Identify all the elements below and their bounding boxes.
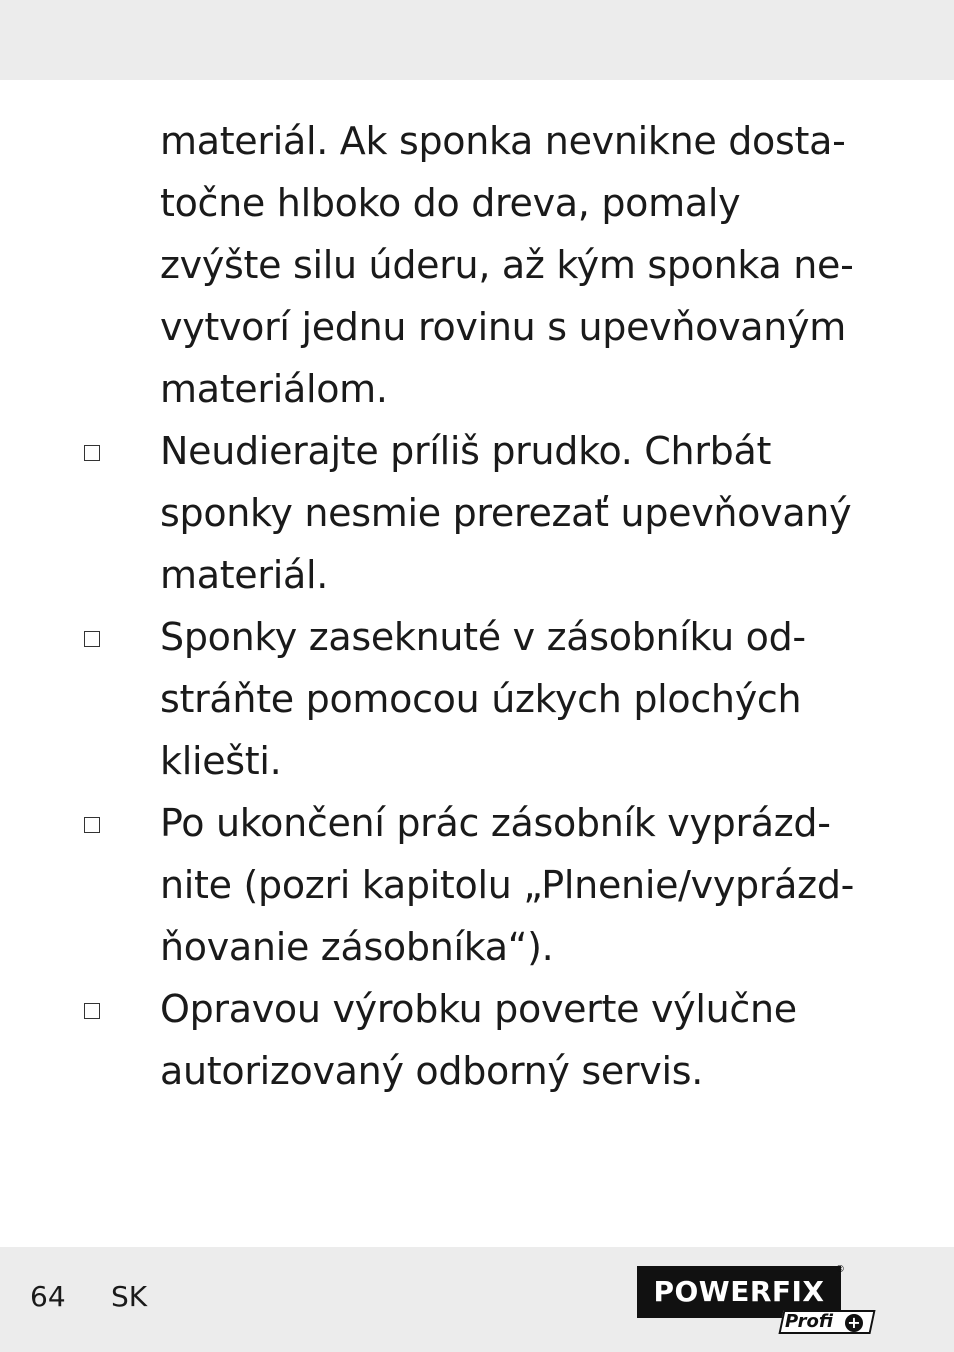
logo-sub: Profi [785,1311,834,1332]
registered-mark: ® [835,1264,845,1275]
text-line: kliešti. [160,739,282,783]
text-line: Sponky zaseknuté v zásobníku od- [160,615,806,659]
page-number: 64 [30,1280,66,1313]
top-band [0,0,954,80]
text-line: zvýšte silu úderu, až kým sponka ne- [160,243,854,287]
text-line: materiál. [160,553,328,597]
text-line: materiálom. [160,367,388,411]
text-line: stráňte pomocou úzkych plochých [160,677,802,721]
plus-circle-icon: + [845,1314,863,1332]
text-line: autorizovaný odborný servis. [160,1049,703,1093]
logo-brand: POWERFIX [637,1266,841,1318]
language-code: SK [111,1280,148,1313]
bullet-checkbox-icon [84,445,100,461]
text-line: Opravou výrobku poverte výlučne [160,987,797,1031]
text-line: materiál. Ak sponka nevnikne dosta- [160,119,846,163]
text-line: nite (pozri kapitolu „Plnenie/vyprázd- [160,863,855,907]
text-line: ňovanie zásobníka“). [160,925,554,969]
text-line: sponky nesmie prerezať upevňovaný [160,491,852,535]
bullet-checkbox-icon [84,631,100,647]
text-line: Neudierajte príliš prudko. Chrbát [160,429,772,473]
powerfix-logo [637,1266,877,1338]
text-line: Po ukončení prác zásobník vyprázd- [160,801,831,845]
text-line: vytvorí jednu rovinu s upevňovaným [160,305,846,349]
bullet-checkbox-icon [84,817,100,833]
text-line: točne hlboko do dreva, pomaly [160,181,741,225]
bullet-checkbox-icon [84,1003,100,1019]
